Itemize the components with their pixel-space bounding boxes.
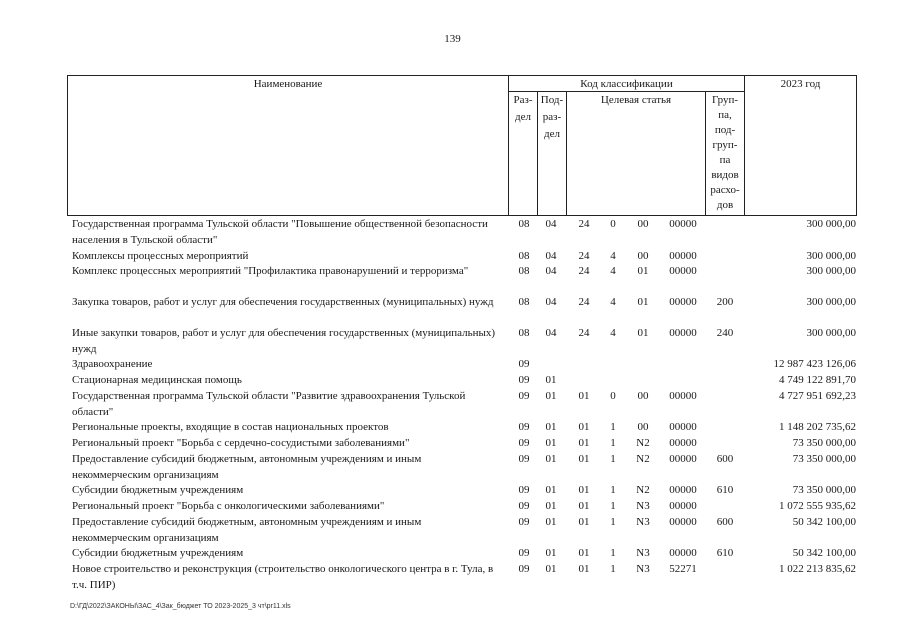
row-amount: 4 727 951 692,23 [779, 390, 856, 402]
row-name: Государственная программа Тульской области "Развитие здравоохранения Тульской области" [72, 390, 466, 418]
row-target-1: 24 [578, 218, 590, 230]
row-amount: 300 000,00 [806, 296, 856, 308]
row-target-4: 00000 [669, 516, 697, 528]
row-name: Комплексы процессных мероприятий [72, 250, 249, 262]
row-podrazdel: 01 [545, 453, 557, 465]
row-podrazdel: 04 [545, 250, 557, 262]
row-target-3: 00 [637, 218, 649, 230]
row-target-2: 1 [610, 421, 616, 433]
row-amount: 73 350 000,00 [792, 453, 856, 465]
row-podrazdel: 01 [545, 421, 557, 433]
row-target-1: 24 [578, 250, 590, 262]
row-podrazdel: 01 [545, 437, 557, 449]
row-amount: 300 000,00 [806, 250, 856, 262]
row-target-2: 1 [610, 484, 616, 496]
row-amount: 12 987 423 126,06 [773, 358, 856, 370]
row-razdel: 09 [518, 421, 530, 433]
table-header: Наименование Код классификации 2023 год Раз- дел Под- раз- дел Целевая статья Груп- па, под- груп- па видов расхо- дов [0, 0, 905, 216]
row-target-2: 1 [610, 453, 616, 465]
row-name: Субсидии бюджетным учреждениям [72, 547, 244, 559]
row-razdel: 08 [518, 218, 530, 230]
row-target-4: 00000 [669, 484, 697, 496]
row-target-2: 1 [610, 516, 616, 528]
row-target-1: 01 [578, 500, 590, 512]
row-target-3: N2 [636, 437, 650, 449]
row-podrazdel: 04 [545, 218, 557, 230]
row-podrazdel: 04 [545, 265, 557, 277]
row-target-2: 1 [610, 437, 616, 449]
row-target-3: 01 [637, 327, 649, 339]
row-target-3: N3 [636, 563, 650, 575]
row-target-3: 00 [637, 250, 649, 262]
row-name: Предоставление субсидий бюджетным, автономным учреждениям и иным некоммерческим организациям [72, 453, 422, 481]
row-razdel: 08 [518, 296, 530, 308]
header-name: Наименование [253, 78, 323, 90]
row-target-2: 4 [610, 327, 616, 339]
row-target-3: 00 [637, 390, 649, 402]
row-name: Здравоохранение [72, 358, 153, 370]
row-razdel: 09 [518, 500, 530, 512]
row-razdel: 09 [518, 437, 530, 449]
row-amount: 50 342 100,00 [792, 547, 856, 559]
row-target-2: 1 [610, 500, 616, 512]
row-name: Предоставление субсидий бюджетным, автономным учреждениям и иным некоммерческим организациям [72, 516, 422, 544]
row-target-2: 4 [610, 265, 616, 277]
row-target-1: 01 [578, 437, 590, 449]
row-target-3: 01 [637, 265, 649, 277]
row-podrazdel: 01 [545, 516, 557, 528]
row-amount: 73 350 000,00 [792, 437, 856, 449]
row-razdel: 09 [518, 374, 530, 386]
row-name: Региональные проекты, входящие в состав национальных проектов [72, 421, 389, 433]
row-group: 200 [716, 296, 734, 308]
row-name: Региональный проект "Борьба с сердечно-сосудистыми заболеваниями" [72, 437, 410, 449]
row-amount: 1 022 213 835,62 [779, 563, 856, 575]
row-name: Закупка товаров, работ и услуг для обеспечения государственных (муниципальных) нужд [72, 296, 494, 308]
row-target-4: 00000 [669, 437, 697, 449]
row-amount: 1 072 555 935,62 [779, 500, 856, 512]
row-target-2: 1 [610, 547, 616, 559]
row-razdel: 09 [518, 390, 530, 402]
row-name: Комплекс процессных мероприятий "Профилактика правонарушений и терроризма" [72, 265, 469, 277]
row-razdel: 08 [518, 265, 530, 277]
row-amount: 4 749 122 891,70 [779, 374, 856, 386]
row-razdel: 09 [518, 453, 530, 465]
row-target-3: N3 [636, 500, 650, 512]
row-target-2: 4 [610, 296, 616, 308]
row-target-1: 24 [578, 296, 590, 308]
row-podrazdel: 01 [545, 374, 557, 386]
row-razdel: 09 [518, 547, 530, 559]
row-target-1: 01 [578, 563, 590, 575]
row-target-1: 01 [578, 547, 590, 559]
row-target-4: 00000 [669, 421, 697, 433]
row-podrazdel: 01 [545, 484, 557, 496]
row-target-4: 00000 [669, 296, 697, 308]
row-target-4: 00000 [669, 390, 697, 402]
row-target-2: 1 [610, 563, 616, 575]
row-target-3: 01 [637, 296, 649, 308]
row-group: 600 [716, 516, 734, 528]
row-name: Стационарная медицинская помощь [72, 374, 242, 386]
row-name: Региональный проект "Борьба с онкологическими заболеваниями" [72, 500, 385, 512]
row-target-2: 0 [610, 390, 616, 402]
row-target-4: 00000 [669, 250, 697, 262]
row-razdel: 09 [518, 484, 530, 496]
header-code: Код классификации [580, 78, 673, 90]
row-target-3: N2 [636, 484, 650, 496]
row-razdel: 08 [518, 250, 530, 262]
row-razdel: 08 [518, 327, 530, 339]
row-podrazdel: 01 [545, 500, 557, 512]
row-podrazdel: 01 [545, 547, 557, 559]
row-target-1: 01 [578, 390, 590, 402]
header-target: Целевая статья [600, 94, 672, 106]
row-name: Иные закупки товаров, работ и услуг для обеспечения государственных (муниципальных) нужд [72, 327, 496, 355]
row-target-3: 00 [637, 421, 649, 433]
row-group: 610 [716, 484, 734, 496]
row-razdel: 09 [518, 516, 530, 528]
row-name: Новое строительство и реконструкция (строительство онкологического центра в г. Тула, в т.ч. ПИР) [72, 563, 494, 591]
file-path-footer: D:\ГД\2022\ЗАКОНЫ\ЗАС_4\Зак_бюджет ТО 2023-2025_3 чт\pr11.xls [70, 603, 291, 610]
row-podrazdel: 04 [545, 296, 557, 308]
row-group: 240 [716, 327, 734, 339]
row-target-2: 0 [610, 218, 616, 230]
row-target-1: 01 [578, 421, 590, 433]
row-amount: 1 148 202 735,62 [779, 421, 856, 433]
page-number: 139 [444, 33, 461, 45]
row-group: 600 [716, 453, 734, 465]
row-razdel: 09 [518, 563, 530, 575]
row-amount: 300 000,00 [806, 265, 856, 277]
row-amount: 300 000,00 [806, 218, 856, 230]
row-group: 610 [716, 547, 734, 559]
header-year: 2023 год [780, 78, 821, 90]
row-amount: 50 342 100,00 [792, 516, 856, 528]
row-name: Государственная программа Тульской области "Повышение общественной безопасности населения в Тульской области" [72, 218, 488, 246]
row-target-4: 00000 [669, 265, 697, 277]
row-target-1: 01 [578, 484, 590, 496]
row-target-4: 00000 [669, 453, 697, 465]
row-target-4: 00000 [669, 327, 697, 339]
row-target-1: 01 [578, 453, 590, 465]
row-target-2: 4 [610, 250, 616, 262]
row-target-1: 01 [578, 516, 590, 528]
row-podrazdel: 01 [545, 563, 557, 575]
row-target-4: 00000 [669, 218, 697, 230]
row-target-4: 00000 [669, 500, 697, 512]
row-target-3: N3 [636, 547, 650, 559]
row-target-1: 24 [578, 327, 590, 339]
row-amount: 300 000,00 [806, 327, 856, 339]
row-target-4: 52271 [669, 563, 697, 575]
row-razdel: 09 [518, 358, 530, 370]
row-target-3: N2 [636, 453, 650, 465]
row-amount: 73 350 000,00 [792, 484, 856, 496]
row-name: Субсидии бюджетным учреждениям [72, 484, 244, 496]
row-target-4: 00000 [669, 547, 697, 559]
row-target-3: N3 [636, 516, 650, 528]
row-podrazdel: 04 [545, 327, 557, 339]
row-target-1: 24 [578, 265, 590, 277]
row-podrazdel: 01 [545, 390, 557, 402]
